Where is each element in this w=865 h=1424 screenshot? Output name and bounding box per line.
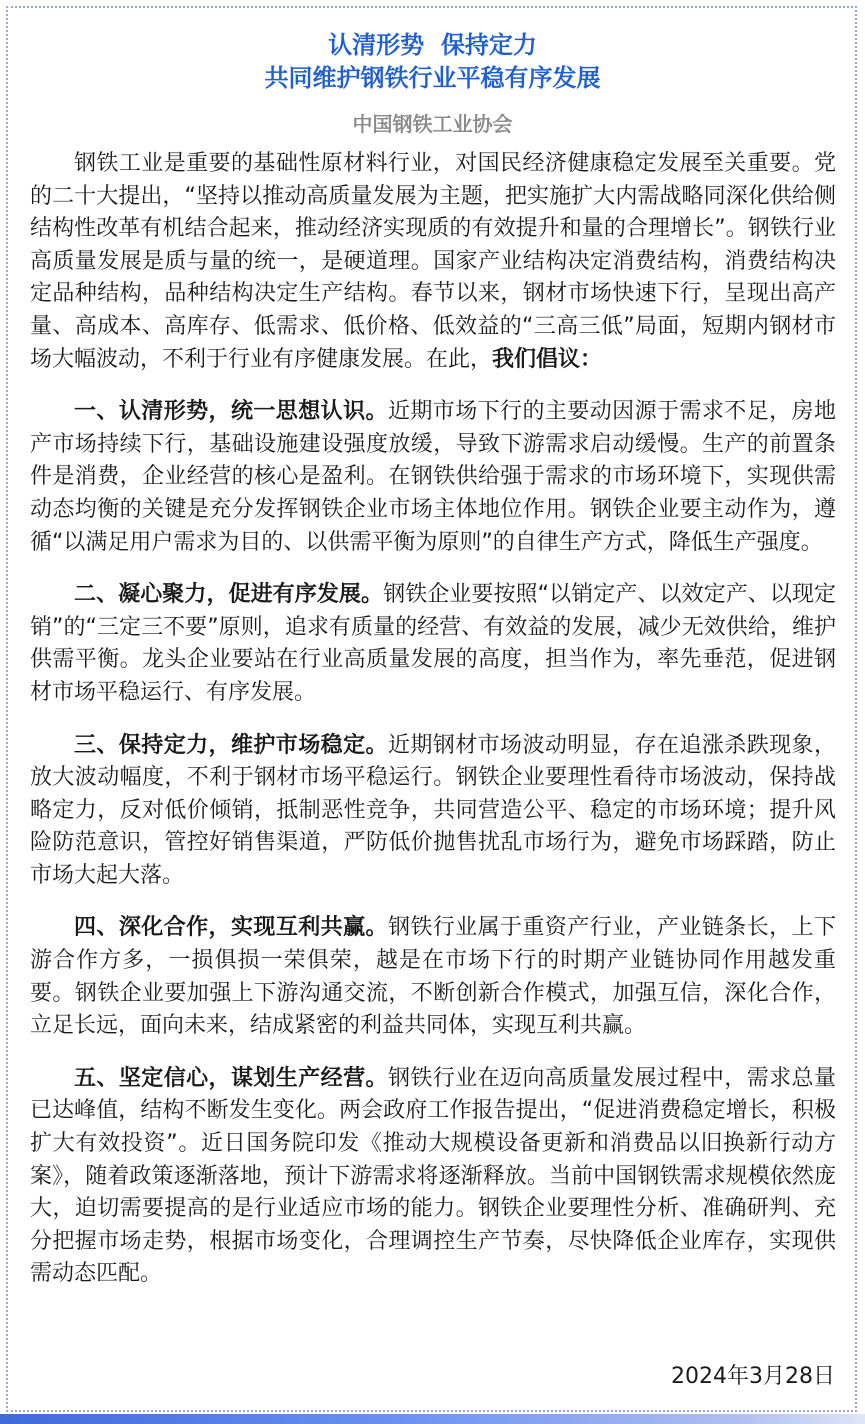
title-line-2: 共同维护钢铁行业平稳有序发展	[264, 64, 601, 92]
section-heading-5: 五、坚定信心，谋划生产经营。	[74, 1065, 388, 1091]
section-paragraph-1	[30, 396, 836, 559]
section-text-4: 钢铁行业属于重资产行业，产业链条长，上下游合作方多，一损俱损一荣俱荣，越是在市场下行的时期产业链协同作用越发重要。钢铁企业要加强上下游沟通交流，不断创新合作模式，加强互信，深化合作，立足长远，面向未来，结成紧密的利益共同体，实现互利共赢。	[30, 915, 836, 1039]
section-heading-1: 一、认清形势，统一思想认识。	[74, 399, 388, 425]
section-paragraph-2	[30, 579, 836, 709]
section-heading-2: 二、凝心聚力，促进有序发展。	[74, 582, 384, 608]
section-text-5: 钢铁行业在迈向高质量发展过程中，需求总量已达峰值，结构不断发生变化。两会政府工作报告提出，“促进消费稳定增长，积极扩大有效投资”。近日国务院印发《推动大规模设备更新和消费品以旧换新行动方案》，随着政策逐渐落地，预计下游需求将逐渐释放。当前中国钢铁需求规模依然庞大，迫切需要提高的是行业适应市场的能力。钢铁企业要理性分析、准确研判、充分把握市场走势，根据市场变化，合理调控生产节奏，尽快降低企业库存，实现供需动态匹配。	[30, 1065, 836, 1287]
intro-paragraph	[30, 148, 836, 376]
section-paragraph-3	[30, 730, 836, 893]
section-heading-3: 三、保持定力，维护市场稳定。	[74, 732, 388, 758]
section-text-1: 近期市场下行的主要动因源于需求不足，房地产市场持续下行，基础设施建设强度放缓，导致下游需求启动缓慢。生产的前置条件是消费，企业经营的核心是盈利。在钢铁供给强于需求的市场环境下，实现供需动态均衡的关键是充分发挥钢铁企业市场主体地位作用。钢铁企业要主动作为，遵循“以满足用户需求为目的、以供需平衡为原则”的自律生产方式，降低生产强度。	[30, 399, 836, 555]
organization-name: 中国钢铁工业协会	[352, 112, 513, 136]
publish-date: 2024年3月28日	[671, 1364, 835, 1389]
section-paragraph-4	[30, 912, 836, 1042]
intro-bold-end: 我们倡议：	[492, 346, 603, 372]
intro-text: 钢铁工业是重要的基础性原材料行业，对国民经济健康稳定发展至关重要。党的二十大提出，“坚持以推动高质量发展为主题，把实施扩大内需战略同深化供给侧结构性改革有机结合起来，推动经济实现质的有效提升和量的合理增长”。钢铁行业高质量发展是质与量的统一，是硬道理。国家产业结构决定消费结构，消费结构决定品种结构，品种结构决定生产结构。春节以来，钢材市场快速下行，呈现出高产量、高成本、高库存、低需求、低价格、低效益的“三高三低”局面，短期内钢材市场大幅波动，不利于行业有序健康发展。在此，	[30, 151, 836, 372]
section-text-2: 钢铁企业要按照“以销定产、以效定产、以现定销”的“三定三不要”原则，追求有质量的经营、有效益的发展，减少无效供给，维护供需平衡。龙头企业要站在行业高质量发展的高度，担当作为，率先垂范，促进钢材市场平稳运行、有序发展。	[30, 582, 836, 705]
title-line-1: 认清形势 保持定力	[328, 31, 537, 59]
article-body	[30, 148, 836, 1291]
bottom-accent-bar	[0, 1414, 865, 1424]
section-heading-4: 四、深化合作，实现互利共赢。	[74, 915, 388, 941]
section-text-3: 近期钢材市场波动明显，存在追涨杀跌现象，放大波动幅度，不利于钢材市场平稳运行。钢铁企业要理性看待市场波动，保持战略定力，反对低价倾销，抵制恶性竞争，共同营造公平、稳定的市场环境；提升风险防范意识，管控好销售渠道，严防低价抛售扰乱市场行为，避免市场踩踏，防止市场大起大落。	[30, 732, 836, 888]
section-paragraph-5	[30, 1063, 836, 1291]
